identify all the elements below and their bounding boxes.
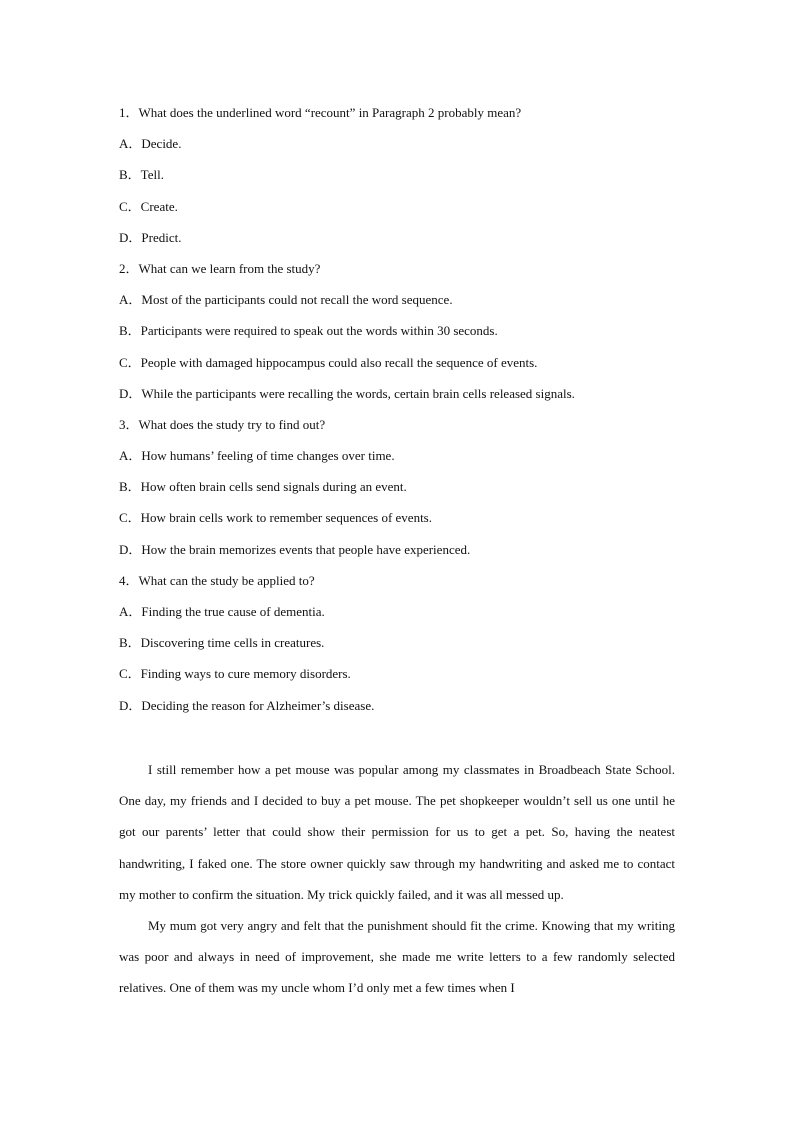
option-1c: C．Create. [119,198,178,214]
passage-paragraph-1: I still remember how a pet mouse was popular among my classmates in Broadbeach State School. One day, my friends and I decided to buy a pet mouse. The pet shopkeeper wouldn’t sell us one until he got our parents’ letter that could show their permission for us to get a pet. So, having the neatest handwriting, I faked one. The store owner quickly saw through my handwriting and asked me to contact my mother to confirm the situation. My trick quickly failed, and it was all messed up. [119,762,675,902]
option-3d: D．How the brain memorizes events that people have experienced. [119,541,471,557]
option-4c: C．Finding ways to cure memory disorders. [119,666,351,682]
option-2a: A．Most of the participants could not recall the word sequence. [119,292,453,308]
question-2: 2．What can we learn from the study? [119,260,321,276]
passage-paragraph-2: My mum got very angry and felt that the punishment should fit the crime. Knowing that my writing was poor and always in need of improvement, she made me write letters to a few randomly selected relatives. One of them was my uncle whom I’d only met a few times when I [119,918,675,996]
option-4a: A．Finding the true cause of dementia. [119,604,325,619]
option-3a: A．How humans’ feeling of time changes over time. [119,448,395,464]
option-2c: C．People with damaged hippocampus could also recall the sequence of events. [119,354,538,370]
question-3: 3．What does the study try to find out? [119,416,326,432]
option-4b: B．Discovering time cells in creatures. [119,635,325,651]
option-1a: A．Decide. [119,136,182,152]
question-1: 1．What does the underlined word “recount” in Paragraph 2 probably mean? [119,105,522,120]
option-2b: B．Participants were required to speak out the words within 30 seconds. [119,323,498,339]
option-1d: D．Predict. [119,229,182,245]
option-3b: B．How often brain cells send signals during an event. [119,479,407,495]
option-2d: D．While the participants were recalling the words, certain brain cells released signals. [119,385,575,401]
option-1b: B．Tell. [119,167,164,183]
option-4d: D．Deciding the reason for Alzheimer’s disease. [119,697,375,713]
option-3c: C．How brain cells work to remember sequences of events. [119,510,432,526]
reading-passage [119,754,675,1004]
question-list [119,101,719,725]
question-4: 4．What can the study be applied to? [119,572,315,588]
